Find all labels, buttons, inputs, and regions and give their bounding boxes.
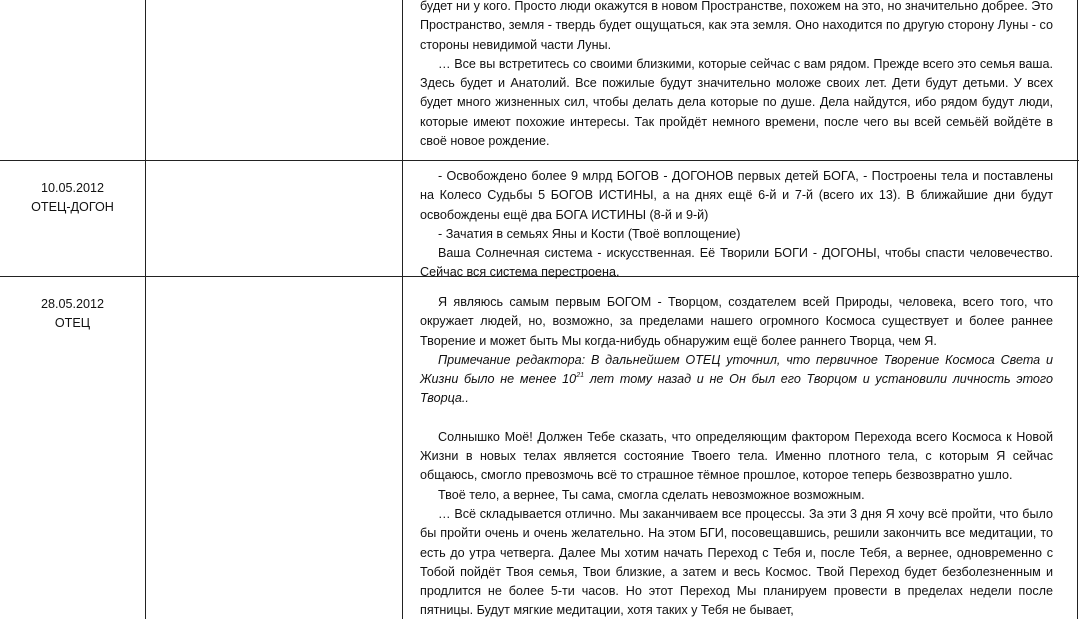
table-right-border	[1077, 0, 1078, 619]
row-3-text	[420, 293, 1053, 621]
paragraph: Ваша Солнечная система - искусственная. Её Творили БОГИ - ДОГОНЫ, чтобы спасти человечество. Сейчас вся система перестроена.	[420, 246, 1053, 280]
note-text: Примечание редактора: В дальнейшем ОТЕЦ уточнил, что первичное Творение Космоса Света и Жизни было не менее 10	[420, 352, 1053, 387]
paragraph: … Всё складывается отлично. Мы заканчиваем все процессы. За эти 3 дня Я хочу всё пройти, что было бы пройти очень и очень желательно. На этом БГИ, посовещавшись, решили закончить все медитации, то есть до утра четверга. Далее Мы хотим начать Переход с Тебя и, после Тебя, а вернее, одновременно с Тобой пойдёт Твоя семья, Твои близкие, а затем и весь Космос. Твой Переход будет безболезненным и продлится не более 5-ти часов. Но этот Переход Мы планируем провести в пределах недели после пятницы. Будут мягкие медитации, хотя таких у Тебя не бывает,	[420, 506, 1053, 618]
entry-author: ОТЕЦ-ДОГОН	[31, 200, 114, 214]
paragraph: - Освобождено более 9 млрд БОГОВ - ДОГОНОВ первых детей БОГА, - Построены тела и поставлены на Колесо Судьбы 5 БОГОВ ИСТИНЫ, а на днях ещё 6-й и 7-й (всего их 13). В ближайшие дни будут освобождены ещё два БОГА ИСТИНЫ (8-й и 9-й)	[420, 169, 1053, 222]
editor-note	[420, 351, 1053, 409]
row-1-text	[420, 0, 1053, 151]
note-text: лет тому назад и не Он был его Творцом и установили личность этого Творца..	[420, 372, 1053, 406]
paragraph: Твоё тело, а вернее, Ты сама, смогла сделать невозможное возможным.	[438, 487, 865, 502]
paragraph: Я являюсь самым первым БОГОМ - Творцом, создателем всей Природы, человека, всего того, что окружает людей, но, возможно, за пределами нашего огромного Космоса существует и более раннее Творение и может быть Мы когда-нибудь обнаружим ещё более раннего Творца, чем Я.	[420, 295, 1053, 348]
entry-author: ОТЕЦ	[54, 316, 91, 330]
paragraph: … Все вы встретитесь со своими близкими, которые сейчас с вам рядом. Прежде всего это семья ваша. Здесь будет и Анатолий. Все пожилые будут значительно моложе своих лет. Дети будут детьми. У всех будет много жизненных сил, чтобы делать дела которые по душе. Дела найдутся, ибо рядом будут люди, которые имеют похожие интересы. Так пройдёт немного времени, после чего вы всей семьёй войдёте в своё новое рождение.	[420, 56, 1053, 149]
column-divider-1	[145, 0, 146, 619]
entry-date: 28.05.2012	[40, 297, 105, 311]
column-divider-2	[402, 0, 403, 619]
row-divider-1	[0, 160, 1079, 161]
paragraph-gap	[420, 409, 1053, 428]
paragraph: - Зачатия в семьях Яны и Кости (Твоё воплощение)	[438, 226, 741, 241]
paragraph: Солнышко Моё! Должен Тебе сказать, что определяющим фактором Перехода всего Космоса к Новой Жизни в новых телах является состояние Твоего тела. Именно плотного тела, с которым Я сейчас общаюсь, смогло превозмочь всё то страшное тёмное прошлое, которое теперь безвозвратно ушло.	[420, 429, 1053, 483]
note-exponent: 21	[576, 372, 584, 380]
paragraph: будет ни у кого. Просто люди окажутся в новом Пространстве, похожем на это, но значительно добрее. Это Пространство, земля - твердь будет ощущаться, как эта земля. Оно находится по другую сторону Луны - со стороны невидимой части Луны.	[420, 0, 1053, 52]
row-2-date-cell	[0, 179, 145, 217]
row-2-text	[420, 167, 1053, 283]
entry-date: 10.05.2012	[40, 181, 105, 195]
row-3-date-cell	[0, 295, 145, 333]
